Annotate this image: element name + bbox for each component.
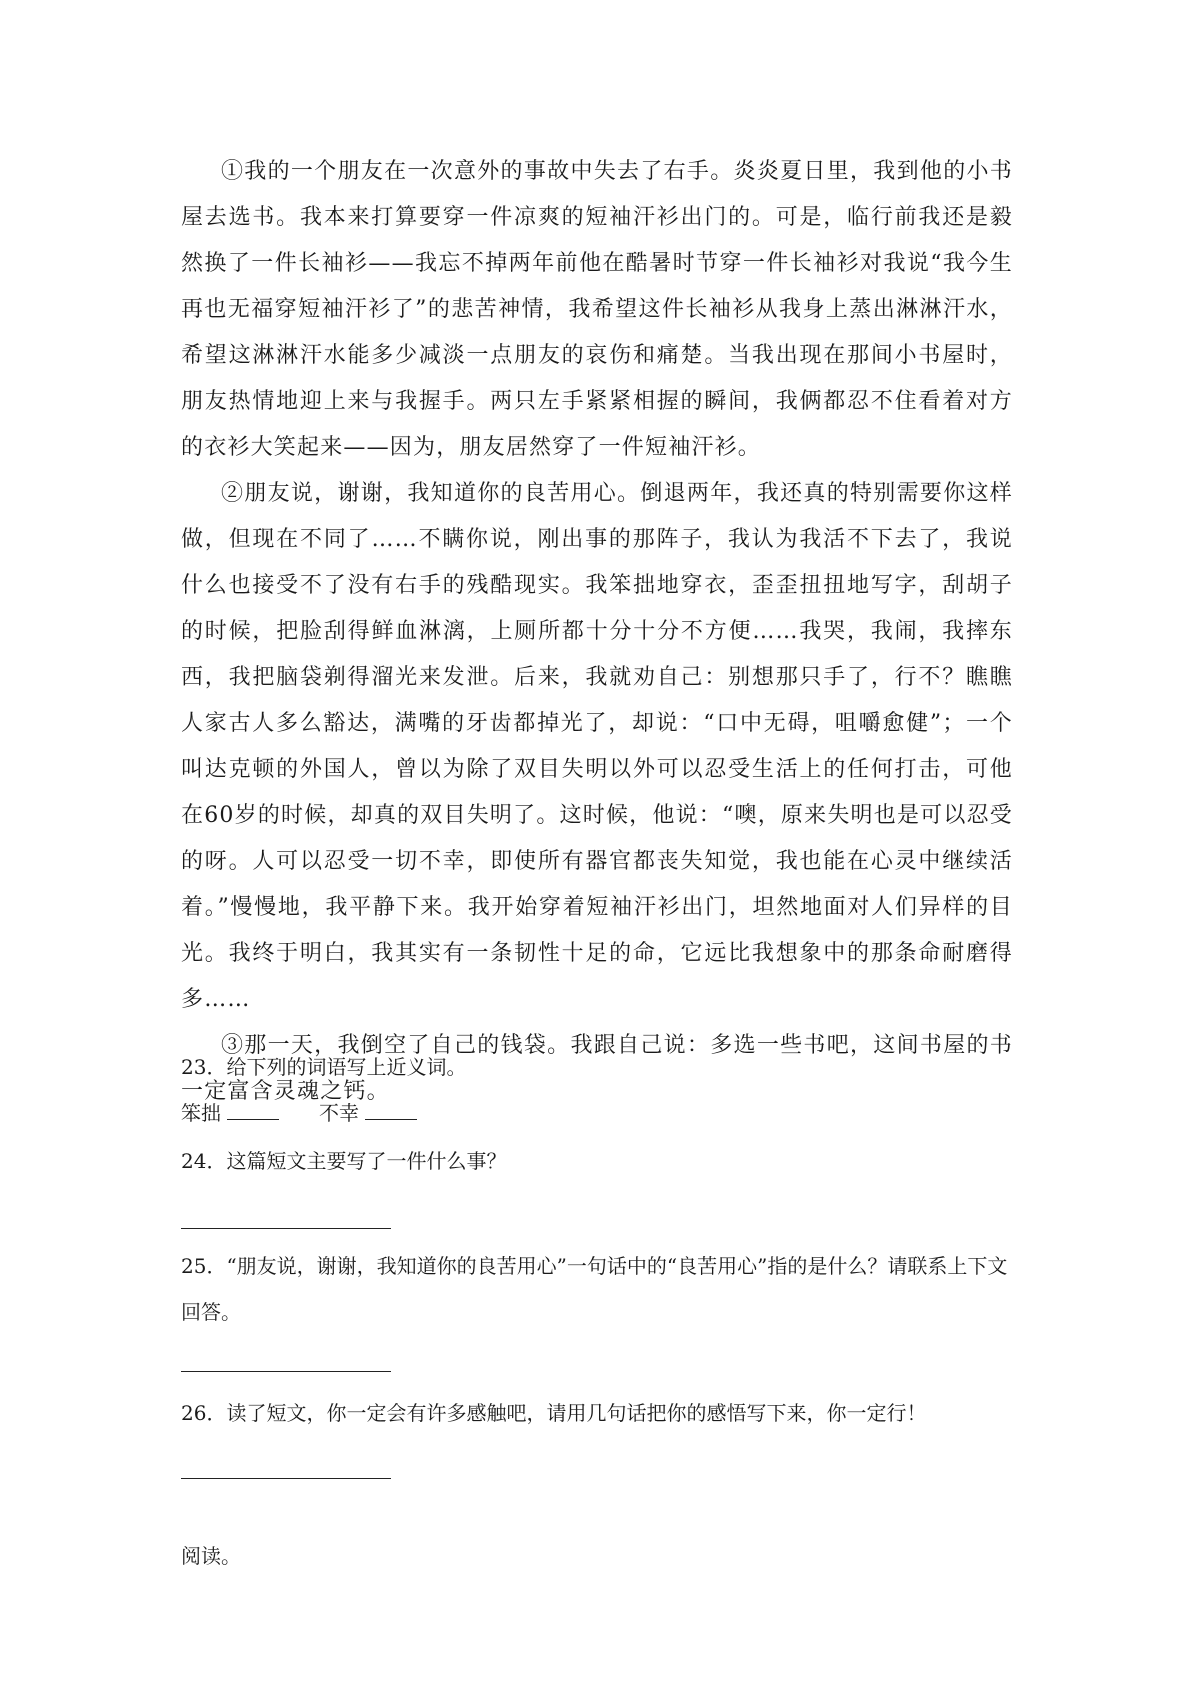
passage-paragraph-2: ②朋友说，谢谢，我知道你的良苦用心。倒退两年，我还真的特别需要你这样做，但现在不同了……不瞒你说，刚出事的那阵子，我认为我活不下去了，我说什么也接受不了没有右手的残酷现实。我笨拙地穿衣，歪歪扭扭地写字，刮胡子的时候，把脸刮得鲜血淋漓，上厕所都十分十分不方便……我哭，我闹，我摔东西，我把脑袋剃得溜光来发泄。后来，我就劝自己：别想那只手了，行不？瞧瞧人家古人多么豁达，满嘴的牙齿都掉光了，却说：“口中无碍，咀嚼愈健”；一个叫达克顿的外国人，曾以为除了双目失明以外可以忍受生活上的任何打击，可他在60岁的时候，却真的双目失明了。这时候，他说：“噢，原来失明也是可以忍受的呀。人可以忍受一切不幸，即使所有器官都丧失知觉，我也能在心灵中继续活着。”慢慢地，我平静下来。我开始穿着短袖汗衫出门，坦然地面对人们异样的目光。我终于明白，我其实有一条韧性十足的命，它远比我想象中的那条命耐磨得多……	[181, 481, 1013, 1012]
passage-paragraph-1: ①我的一个朋友在一次意外的事故中失去了右手。炎炎夏日里，我到他的小书屋去选书。我本来打算要穿一件凉爽的短袖汗衫出门的。可是，临行前我还是毅然换了一件长袖衫——我忘不掉两年前他在酷暑时节穿一件长袖衫对我说“我今生再也无福穿短袖汗衫了”的悲苦神情，我希望这件长袖衫从我身上蒸出淋淋汗水，希望这淋淋汗水能多少减淡一点朋友的哀伤和痛楚。当我出现在那间小书屋时，朋友热情地迎上来与我握手。两只左手紧紧相握的瞬间，我俩都忍不住看着对方的衣衫大笑起来——因为，朋友居然穿了一件短袖汗衫。	[181, 159, 1013, 460]
reading-passage	[181, 149, 1013, 1115]
question-26: 26．读了短文，你一定会有许多感触吧，请用几句话把你的感悟写下来，你一定行！	[181, 1401, 927, 1425]
answer-line-24[interactable]	[181, 1228, 391, 1229]
read-instruction: 阅读。	[181, 1544, 241, 1568]
answer-blank-1[interactable]	[227, 1118, 279, 1120]
passage-paragraph-3: ③那一天，我倒空了自己的钱袋。我跟自己说：多选一些书吧，这间书屋的书一定富含灵魂之钙。	[181, 1033, 1013, 1104]
word-clumsy: 笨拙	[181, 1101, 221, 1125]
answer-line-25[interactable]	[181, 1371, 391, 1372]
answer-blank-2[interactable]	[365, 1118, 417, 1120]
question-24: 24．这篇短文主要写了一件什么事？	[181, 1149, 507, 1173]
word-misfortune: 不幸	[319, 1101, 359, 1125]
question-23: 23．给下列的词语写上近义词。	[181, 1055, 467, 1079]
answer-line-26[interactable]	[181, 1478, 391, 1479]
question-25: 25．“朋友说，谢谢，我知道你的良苦用心”一句话中的“良苦用心”指的是什么？请联系上下文回答。	[181, 1254, 1008, 1324]
question-23-words	[181, 1093, 1011, 1133]
